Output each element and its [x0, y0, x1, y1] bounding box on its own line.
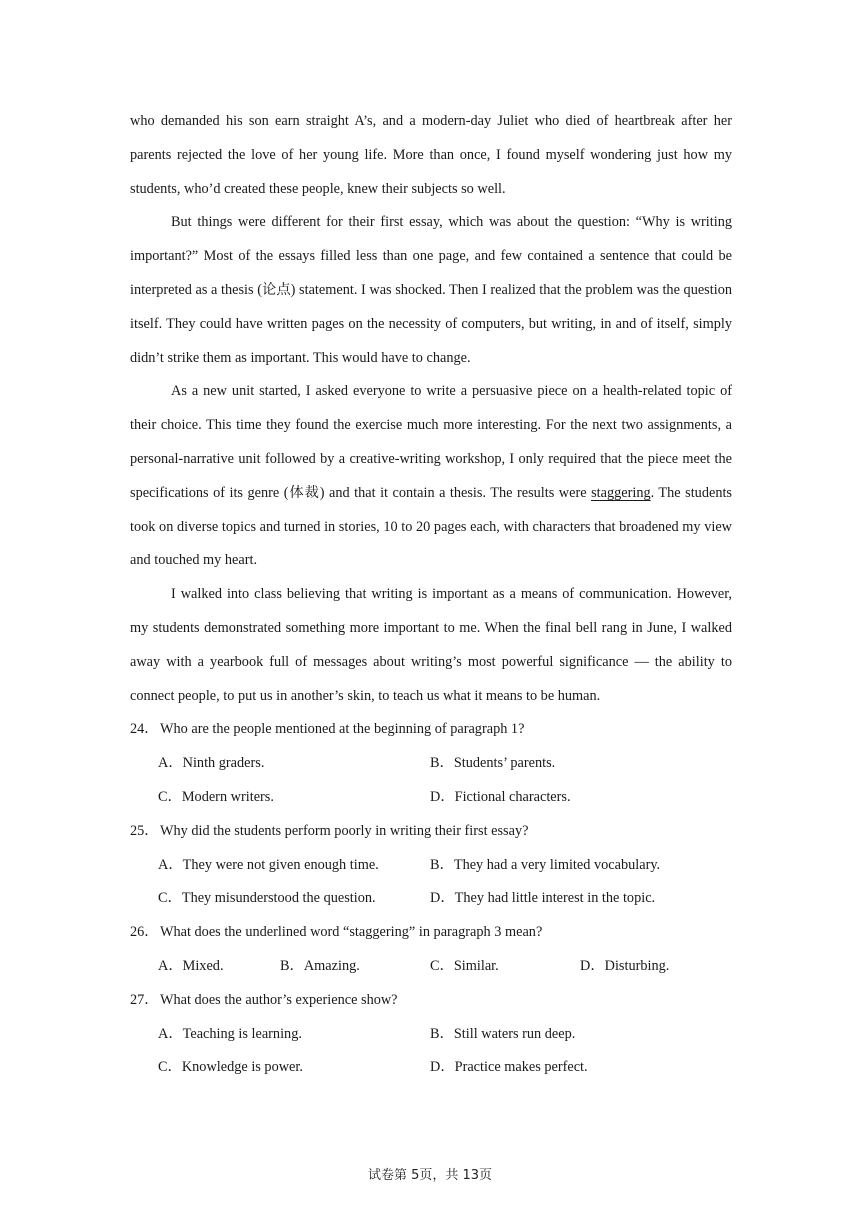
option-a[interactable]: A．Teaching is learning. [158, 1025, 302, 1042]
option-c[interactable]: C．Similar. [430, 957, 499, 974]
question-number: 24． [130, 721, 159, 738]
option-b[interactable]: B．Still waters run deep. [430, 1025, 576, 1042]
option-b[interactable]: B．They had a very limited vocabulary. [430, 856, 661, 873]
question-27-options [130, 1018, 732, 1086]
passage-paragraph-1-end: who demanded his son earn straight A’s, and a modern-day Juliet who died of heartbreak after her parents rejected the love of her young life. More than once, I found myself wondering just how my students, who’d created these people, knew their subjects so well. [130, 113, 732, 197]
passage-paragraph-2: But things were different for their first essay, which was about the question: “Why is writing important?” Most of the essays filled less than one page, and few contained a sentence that could be interpreted as a thesis (论点) statement. I was shocked. Then I realized that the problem was the question itself. They could have written pages on the necessity of computers, but writing, in and of itself, simply didn’t strike them as important. This would have to change. [130, 214, 732, 366]
page-content [130, 105, 732, 1085]
question-stem: What does the underlined word “staggering” in paragraph 3 mean? [160, 924, 543, 941]
question-24 [130, 713, 732, 747]
option-b[interactable]: B．Students’ parents. [430, 755, 556, 772]
question-stem: Who are the people mentioned at the beginning of paragraph 1? [160, 721, 525, 738]
question-number: 27． [130, 991, 159, 1008]
question-26 [130, 916, 732, 950]
option-c[interactable]: C．Modern writers. [158, 788, 274, 805]
question-26-options [130, 950, 732, 984]
question-number: 25． [130, 822, 159, 839]
question-stem: Why did the students perform poorly in writing their first essay? [160, 822, 529, 839]
question-24-options [130, 747, 732, 815]
paragraph-3-text-after: . The students took on diverse topics and turned in stories, 10 to 20 pages each, with characters that broadened my view and touched my heart. [130, 484, 732, 569]
question-25-options [130, 849, 732, 917]
underlined-word: staggering [591, 484, 651, 501]
question-25 [130, 815, 732, 849]
question-number: 26． [130, 924, 159, 941]
question-27 [130, 984, 732, 1018]
passage-paragraph-3 [130, 375, 732, 578]
page-footer: 试卷第 5页，共 13页 [367, 1168, 493, 1183]
question-stem: What does the author’s experience show? [160, 991, 398, 1008]
paragraph-3-text-before: As a new unit started, I asked everyone to write a persuasive piece on a health-related topic of their choice. This time they found the exercise much more interesting. For the next two assignments, a personal-narrative unit followed by a creative-writing workshop, I only required that the piece meet the specifications of its genre (体裁) and that it contain a thesis. The results were [130, 383, 732, 501]
option-d[interactable]: D．They had little interest in the topic. [430, 890, 656, 907]
option-d[interactable]: D．Practice makes perfect. [430, 1059, 588, 1076]
option-d[interactable]: D．Fictional characters. [430, 788, 571, 805]
option-a[interactable]: A．Mixed. [158, 957, 224, 974]
option-a[interactable]: A．Ninth graders. [158, 755, 265, 772]
option-c[interactable]: C．They misunderstood the question. [158, 890, 376, 907]
option-c[interactable]: C．Knowledge is power. [158, 1059, 303, 1076]
passage-paragraph-4: I walked into class believing that writing is important as a means of communication. However, my students demonstrated something more important to me. When the final bell rang in June, I walked away with a yearbook full of messages about writing’s most powerful significance — the ability to connect people, to put us in another’s skin, to teach us what it means to be human. [130, 586, 732, 704]
option-b[interactable]: B．Amazing. [280, 957, 360, 974]
option-d[interactable]: D．Disturbing. [580, 957, 670, 974]
option-a[interactable]: A．They were not given enough time. [158, 856, 379, 873]
